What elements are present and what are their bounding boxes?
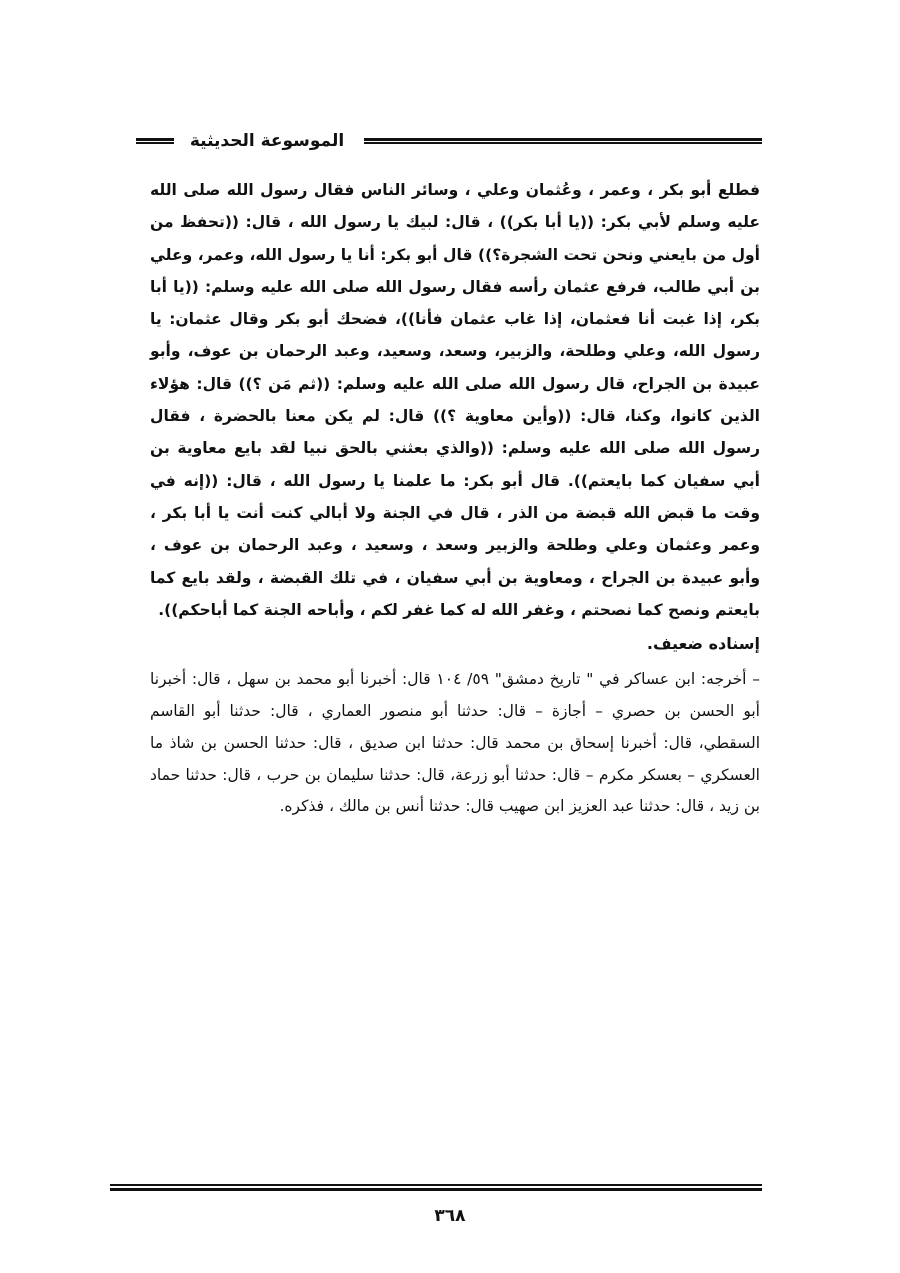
takhrij-text: – أخرجه: ابن عساكر في " تاريخ دمشق" ٥٩/ ١٠٤ قال: أخبرنا أبو محمد بن سهل ، قال: أخبرنا أبو الحسن بن حصري – أجازة – قال: حدثنا أبو منصور العماري ، قال: حدثنا أبو القاسم السقطي، قال: أخبرنا إسحاق بن محمد قال: حدثنا ابن صديق ، قال: حدثنا الحسن بن شاذ ما العسكري – بعسكر مكرم – قال: حدثنا أبو زرعة، قال: حدثنا سليمان بن حرب ، قال: حدثنا حماد بن زيد ، قال: حدثنا عبد العزيز ابن صهيب قال: حدثنا أنس بن مالك ، فذكره. (150, 670, 760, 816)
body-text (150, 174, 760, 823)
running-header (136, 128, 762, 162)
hadith-text: فطلع أبو بكر ، وعمر ، وعُثمان وعلي ، وسائر الناس فقال رسول الله صلى الله عليه وسلم لأبي بكر: ((يا أبا بكر)) ، قال: لبيك يا رسول الله ، قال: ((تحفظ من أول من بايعني ونحن تحت الشجرة؟)) قال أبو بكر: أنا يا رسول الله، وعمر، وعلي بن أبي طالب، فرفع عثمان رأسه فقال رسول الله صلى الله عليه وسلم: ((يا أبا بكر، إذا غبت أنا فعثمان، إذا غاب عثمان فأنا))، فضحك أبو بكر وقال عثمان: يا رسول الله، وعلي وطلحة، والزبير، وسعد، وسعيد، وعبد الرحمان بن عوف، وأبو عبيدة بن الجراح، قال رسول الله صلى الله عليه وسلم: ((ثم مَن ؟)) قال: هؤلاء الذين كانوا، وكنا، قال: ((وأين معاوية ؟)) قال: لم يكن معنا بالحضرة ، فقال رسول الله صلى الله عليه وسلم: ((والذي بعثني بالحق نبيا لقد بايع معاوية بن أبي سفيان كما بايعتم)). قال أبو بكر: ما علمنا يا رسول الله ، قال: ((إنه في وقت ما قبض الله قبضة من الذر ، قال في الجنة ولا أبالي كنت أنت يا أبا بكر ، وعمر وعثمان وعلي وطلحة والزبير وسعد ، وسعيد ، وعبد الرحمان بن عوف ، وأبو عبيدة بن الجراح ، ومعاوية بن أبي سفيان ، في تلك القبضة ، ولقد بايع كما بايعتم ونصح كما نصحتم ، وغفر الله له كما غفر لكم ، وأباحه الجنة كما أباحكم)). (150, 181, 760, 619)
footer-rule (110, 1184, 762, 1191)
header-rule-left (136, 138, 174, 144)
page-number: ٣٦٨ (434, 1206, 466, 1226)
header-title: الموسوعة الحديثية (189, 131, 345, 151)
header-rule-right (364, 138, 762, 144)
isnad-grade: إسناده ضعيف. (646, 634, 760, 654)
